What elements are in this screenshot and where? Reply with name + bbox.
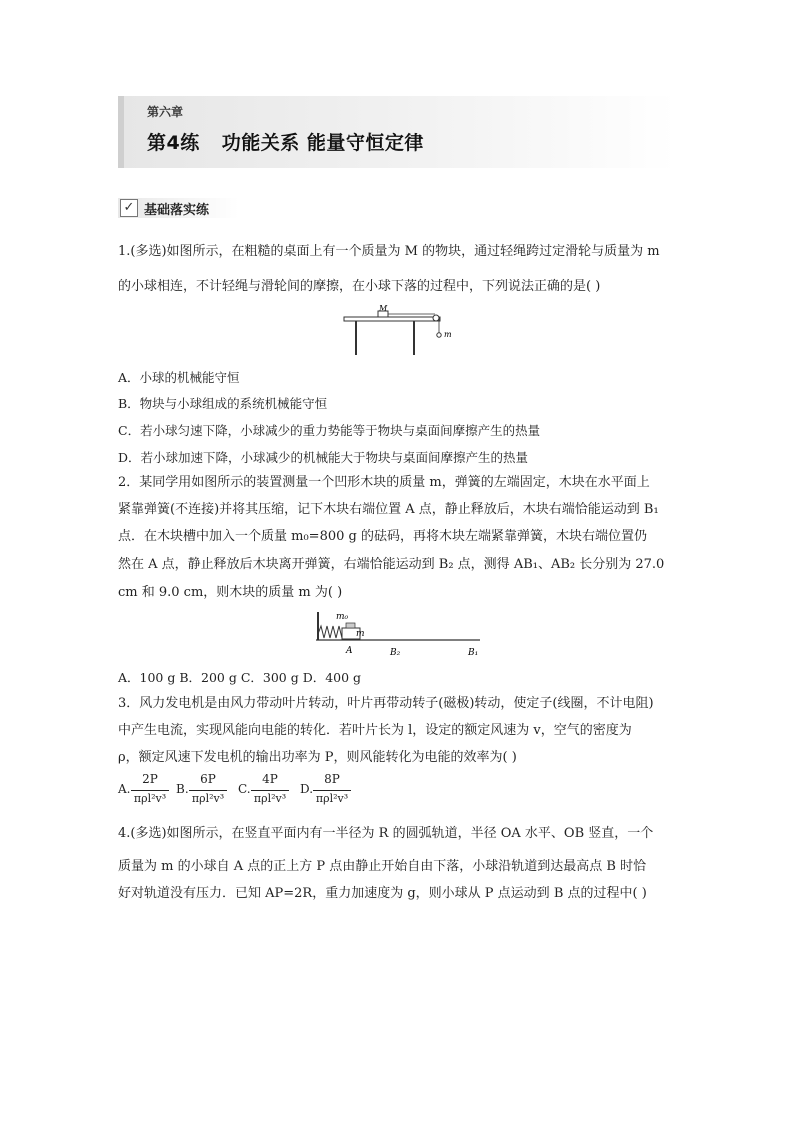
fig-label-m0: m₀ [336,612,349,622]
q1-line-1: 1.(多选)如图所示，在粗糙的桌面上有一个质量为 M 的物块，通过轻绳跨过定滑轮与质量为 m [118,244,660,259]
q2-line-2: 紧靠弹簧(不连接)并将其压缩，记下木块右端位置 A 点，静止释放后，木块右端恰能运动到 B₁ [118,502,659,517]
page-title [147,128,424,155]
section-heading [118,198,239,218]
ball [437,333,441,337]
fig-label-B1: B₁ [468,648,479,658]
q3-line-3: ρ，额定风速下发电机的输出功率为 P，则风能转化为电能的效率为( ) [118,750,517,765]
q1-option-d: D．若小球加速下降，小球减少的机械能大于物块与桌面间摩擦产生的热量 [118,450,529,465]
q1-table-figure [340,303,460,359]
title-main: 第4练 [147,132,200,154]
q4-line-3: 好对轨道没有压力．已知 AP=2R，重力加速度为 g，则小球从 P 点运动到 B 点的过程中( ) [118,886,647,901]
section-label: 基础落实练 [144,202,210,218]
q1-line-2: 的小球相连，不计轻绳与滑轮间的摩擦，在小球下落的过程中，下列说法正确的是( ) [118,279,601,294]
q4-line-2: 质量为 m 的小球自 A 点的正上方 P 点由静止开始自由下落，小球沿轨道到达最高点 B 时恰 [118,859,647,874]
q3-line-2: 中产生电流，实现风能向电能的转化．若叶片长为 l，设定的额定风速为 v，空气的密度为 [118,723,632,738]
fig-label-B2: B₂ [390,648,401,658]
fig-label-M: M [379,304,388,313]
q1-option-a: A．小球的机械能守恒 [118,370,240,385]
fig-label-m: m [444,330,452,339]
chapter-label: 第六章 [147,105,184,119]
spring [318,626,342,638]
q2-line-5: cm 和 9.0 cm，则木块的质量 m 为( ) [118,585,343,600]
q2-spring-figure [310,608,485,660]
q1-option-b: B．物块与小球组成的系统机械能守恒 [118,396,328,411]
q4-line-1: 4.(多选)如图所示，在竖直平面内有一半径为 R 的圆弧轨道，半径 OA 水平、OB 竖直，一个 [118,826,654,841]
pulley [433,315,439,321]
q2-line-3: 点．在木块槽中加入一个质量 m₀=800 g 的砝码，再将木块左端紧靠弹簧，木块右端位置仍 [118,529,647,544]
q1-option-c: C．若小球匀速下降，小球减少的重力势能等于物块与桌面间摩擦产生的热量 [118,423,541,438]
weight [346,623,355,628]
fig-label-A: A [346,646,353,656]
check-icon: ✓ [120,199,138,217]
q2-line-1: 2．某同学用如图所示的装置测量一个凹形木块的质量 m，弹簧的左端固定，木块在水平面上 [118,475,650,490]
q2-options: A．100 g B．200 g C．300 g D．400 g [118,670,362,685]
q2-line-4: 然在 A 点，静止释放后木块离开弹簧，右端恰能运动到 B₂ 点，测得 AB₁、AB₂ 长分别为 27.0 [118,557,665,572]
table-top [344,317,440,321]
q3-line-1: 3．风力发电机是由风力带动叶片转动，叶片再带动转子(磁极)转动，使定子(线圈，不计电阻) [118,696,654,711]
fig-label-m: m [356,629,365,639]
title-sub: 功能关系 能量守恒定律 [221,132,424,154]
